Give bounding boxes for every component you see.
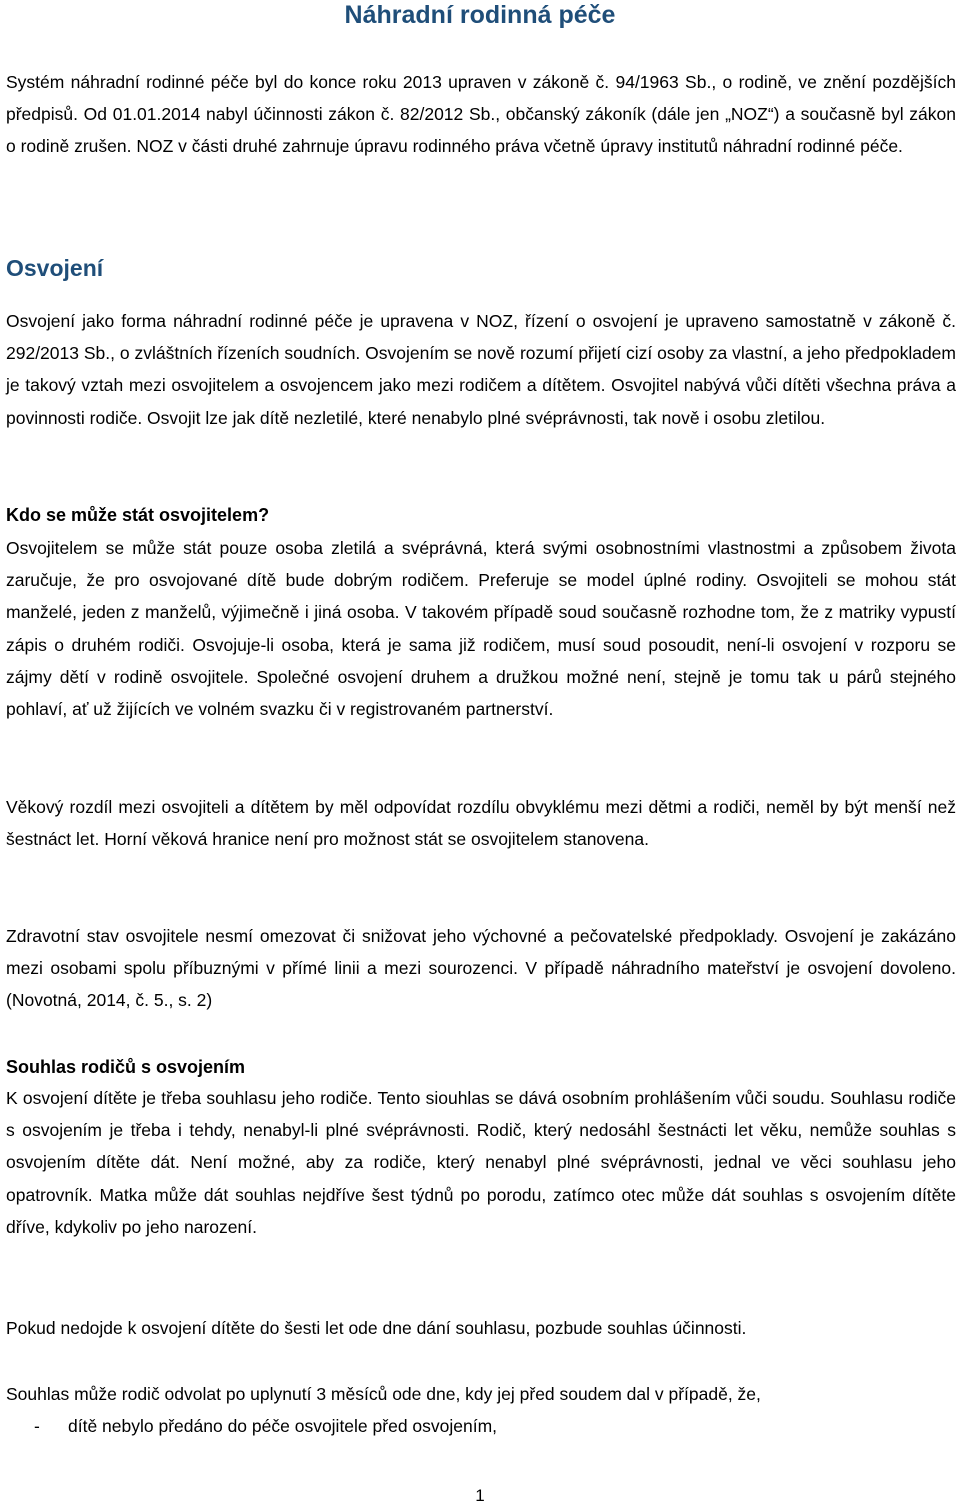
list-item-text: dítě nebylo předáno do péče osvojitele před osvojením, [68, 1416, 498, 1436]
kdo-paragraph-1: Osvojitelem se může stát pouze osoba zletilá a svéprávná, která svými osobnostními vlastnostmi a způsobem života zaručuje, že pro osvojované dítě bude dobrým rodičem. Preferuje se model úplné rodiny. Osvojiteli se mohou stát manželé, jeden z manželů, výjimečně i jiná osoba. V takovém případě soud současně rozhodne tom, že z matriky vypustí zápis o druhém rodiči. Osvojuje-li osoba, která je sama již rodičem, musí soud posoudit, není-li osvojení v rozporu se zájmy dětí v rodině osvojitele. Společné osvojení druhem a družkou možné není, stejně je tomu tak u párů stejného pohlaví, ať už žijících ve volném svazku či v registrovaném partnerství. [6, 538, 956, 720]
list-item [6, 1410, 956, 1442]
section-heading-souhlas: Souhlas rodičů s osvojením [6, 1057, 246, 1077]
souhlas-paragraph-2: Pokud nedojde k osvojení dítěte do šesti let ode dne dání souhlasu, pozbude souhlas účinnosti. [6, 1318, 747, 1338]
souhlas-paragraph-3: Souhlas může rodič odvolat po uplynutí 3 měsíců ode dne, kdy jej před soudem dal v případě, že, [6, 1384, 761, 1404]
intro-paragraph: Systém náhradní rodinné péče byl do konce roku 2013 upraven v zákoně č. 94/1963 Sb., o rodině, ve znění pozdějších předpisů. Od 01.01.2014 nabyl účinnosti zákon č. 82/2012 Sb., občanský zákoník (dále jen „NOZ“) a současně byl zákon o rodině zrušen. NOZ v části druhé zahrnuje úpravu rodinného práva včetně úpravy institutů náhradní rodinné péče. [6, 72, 956, 157]
section-heading-osvojeni: Osvojení [6, 255, 104, 281]
kdo-paragraph-2: Věkový rozdíl mezi osvojiteli a dítětem by měl odpovídat rozdílu obvyklému mezi dětmi a rodiči, neměl by být menší než šestnáct let. Horní věková hranice není pro možnost stát se osvojitelem stanovena. [6, 797, 956, 850]
osvojeni-paragraph: Osvojení jako forma náhradní rodinné péče je upravena v NOZ, řízení o osvojení je upraveno samostatně v zákoně č. 292/2013 Sb., o zvláštních řízeních soudních. Osvojením se nově rozumí přijetí cizí osoby za vlastní, a jeho předpokladem je takový vztah mezi osvojitelem a osvojencem jako mezi rodičem a dítětem. Osvojitel nabývá vůči dítěti všechna práva a povinnosti rodiče. Osvojit lze jak dítě nezletilé, které nenabylo plné svéprávnosti, tak nově i osobu zletilou. [6, 311, 956, 428]
souhlas-list [6, 1410, 956, 1442]
kdo-paragraph-3: Zdravotní stav osvojitele nesmí omezovat či snižovat jeho výchovné a pečovatelské předpoklady. Osvojení je zakázáno mezi osobami spolu příbuznými v přímé linii a mezi sourozenci. V případě náhradního mateřství je osvojení dovoleno. (Novotná, 2014, č. 5., s. 2) [6, 926, 956, 1011]
list-bullet: - [34, 1416, 40, 1436]
page-title: Náhradní rodinná péče [344, 1, 616, 29]
section-heading-kdo-se-muze: Kdo se může stát osvojitelem? [6, 505, 270, 525]
souhlas-paragraph-1: K osvojení dítěte je třeba souhlasu jeho rodiče. Tento siouhlas se dává osobním prohlášením vůči soudu. Souhlasu rodiče s osvojením je třeba i tehdy, nenabyl-li plné svéprávnosti. Rodič, který nedosáhl šestnácti let věku, nemůže souhlas s osvojením dítěte dát. Není možné, aby za rodiče, který nenabyl plné svéprávnosti, jednal ve věci souhlasu jeho opatrovník. Matka může dát souhlas nejdříve šest týdnů po porodu, zatímco otec může dát souhlas s osvojením dítěte dříve, kdykoliv po jeho narození. [6, 1088, 956, 1237]
page-number: 1 [475, 1486, 485, 1505]
